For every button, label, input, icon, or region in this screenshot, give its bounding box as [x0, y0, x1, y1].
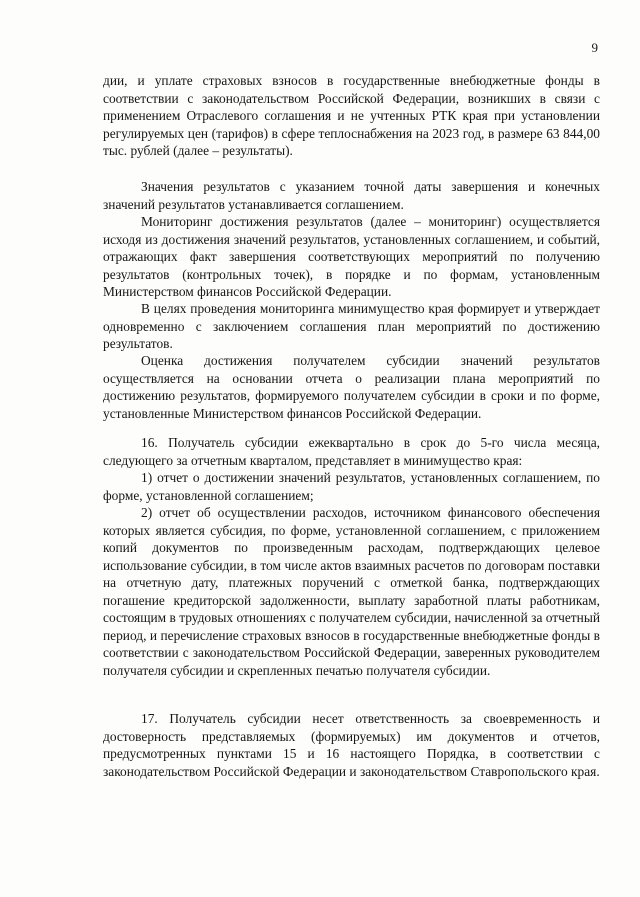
paragraph-item-16-sub-1: 1) отчет о достижении значений результатов, установленных соглашением, по форме, установленной соглашением;: [103, 470, 600, 503]
paragraph-results-values: Значения результатов с указанием точной даты завершения и конечных значений результатов устанавливается соглашением.: [103, 179, 600, 212]
paragraph-item-17: 17. Получатель субсидии несет ответственность за своевременность и достоверность представляемых (формируемых) им документов и отчетов, предусмотренных пунктами 15 и 16 настоящего Порядка, в соответствии с законодательством Российской Федерации и законодательством Ставропольского края.: [103, 711, 600, 779]
paragraph-monitoring: Мониторинг достижения результатов (далее – мониторинг) осуществляется исходя из достижения значений результатов, установленных соглашением, и событий, отражающих факт завершения соответствующих мероприятий по получению результатов (контрольных точек), в порядке и по формам, установленным Министерством финансов Российской Федерации.: [103, 214, 600, 299]
paragraph-assessment: Оценка достижения получателем субсидии значений результатов осуществляется на основании отчета о реализации плана мероприятий по достижению результатов, формируемого получателем субсидии в сроки и по форме, установленные Министерством финансов Российской Федерации.: [103, 353, 600, 421]
paragraph-item-16-sub-2: 2) отчет об осуществлении расходов, источником финансового обеспечения которых является субсидия, по форме, установленной соглашением, с приложением копий документов по произведенным расходам, подтверждающих целевое использование субсидии, в том числе актов взаимных расчетов по договорам поставки на отчетную дату, платежных поручений с отметкой банка, подтверждающих погашение кредиторской задолженности, выплату заработной платы работникам, состоящим в трудовых отношениях с получателем субсидии, начисленной за отчетный период, и перечисление страховых взносов в государственные внебюджетные фонды в соответствии с законодательством Российской Федерации, заверенных руководителем получателя субсидии и скрепленных печатью получателя субсидии.: [103, 505, 600, 678]
paragraph-results-definition: дии, и уплате страховых взносов в государственные внебюджетные фонды в соответствии с законодательством Российской Федерации, возникших в связи с применением Отраслевого соглашения и не учтенных РТК края при установлении регулируемых цен (тарифов) в сфере теплоснабжения на 2023 год, в размере 63 844,00 тыс. рублей (далее – результаты).: [103, 73, 600, 158]
page-number: 9: [591, 40, 598, 55]
paragraph-monitoring-plan: В целях проведения мониторинга минимущество края формирует и утверждает одновременно с заключением соглашения план мероприятий по достижению результатов.: [103, 301, 600, 351]
paragraph-item-16: 16. Получатель субсидии ежеквартально в срок до 5-го числа месяца, следующего за отчетным кварталом, представляет в минимущество края:: [103, 435, 600, 468]
